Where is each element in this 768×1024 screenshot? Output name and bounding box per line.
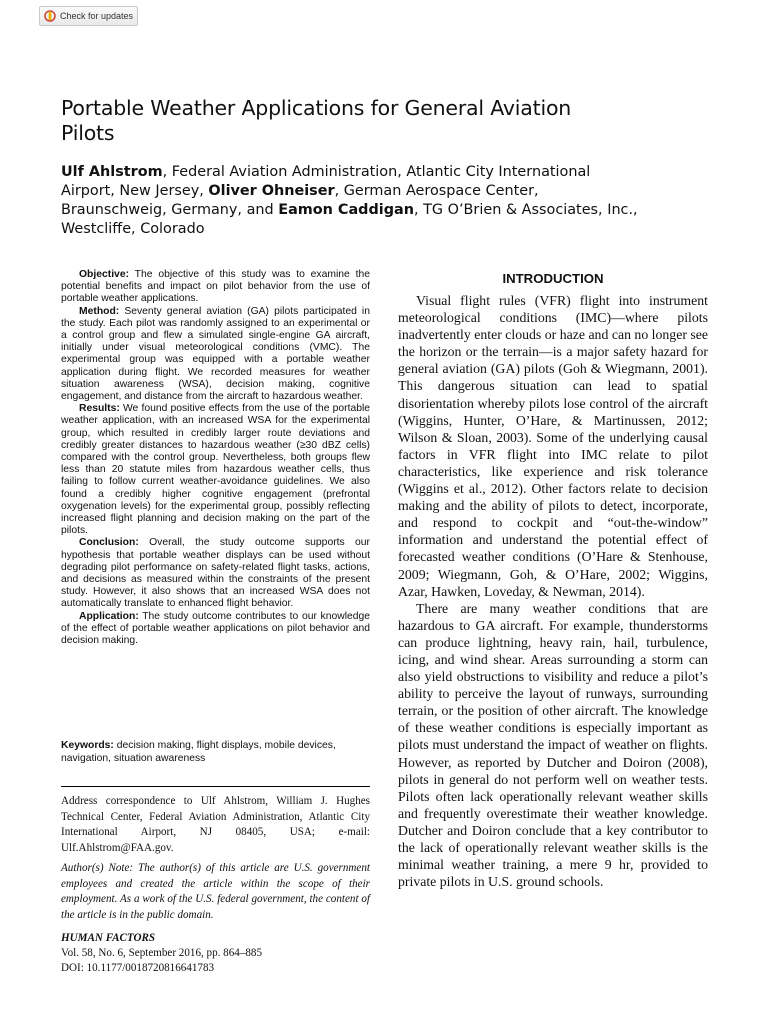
abstract-objective xyxy=(61,269,370,306)
author-name: Oliver Ohneiser xyxy=(208,183,335,199)
introduction-paragraph: Visual flight rules (VFR) flight into instrument meteorological conditions (IMC)—where pilots inadvertently enter clouds or haze and can no longer see the horizon or the terrain—is a major safety hazard for general aviation (GA) pilots (Goh & Wiegmann, 2001). This dangerous situation can lead to spatial disorientation whereby pilots lose control of the aircraft (Wiggins, Hunter, O’Hare, & Martinussen, 2012; Wilson & Sloan, 2003). Some of the underlying causal factors in VFR flight into IMC relate to pilot characteristics, like experience and risk tolerance (Wiggins et al., 2012). Other factors relate to decision making and the ability of pilots to detect, incorporate, and respond to cockpit and “out-the-window” information and understand the potential effect of forecasted weather conditions (O’Hare & Stenhouse, 2009; Wiegmann, Goh, & O’Hare, 2002; Wiggins, Azar, Hawken, Loveday, & Newman, 2014). xyxy=(398,293,708,599)
section-text: The study outcome contributes to our knowledge of the effect of portable weather applications on pilot behavior and decision making. xyxy=(61,610,370,647)
section-text: We found positive effects from the use of the portable weather application, with an increased WSA for the experimental group, which resulted in credibly larger route deviations and credibly greater distances to hazardous weather (≥30 dBZ cells) compared with the control group. Nevertheless, both groups flew less than 20 statute miles from hazardous weather cells, thus failing to follow current weather-avoidance guidelines. We also found a credibly higher cognitive engagement (prefrontal oxygenation levels) for the experimental group, possibly reflecting increased flight planning and decision making on the part of the pilots. xyxy=(61,403,370,537)
article-title: Portable Weather Applications for General Aviation Pilots xyxy=(61,96,572,145)
author-note: Author(s) Note: The author(s) of this article are U.S. government employees and created the article within the scope of their employment. As a work of the U.S. federal government, the content of the article is in the public domain. xyxy=(61,862,370,921)
correspondence-address: Address correspondence to Ulf Ahlstrom, William J. Hughes Technical Center, Federal Aviation Administration, Atlantic City International Airport, NJ 08405, USA; e-mail: Ulf.Ahlstrom@FAA.gov. xyxy=(61,795,370,854)
journal-doi: DOI: 10.1177/0018720816641783 xyxy=(61,962,215,974)
journal-volume: Vol. 58, No. 6, September 2016, pp. 864–885 xyxy=(61,947,263,959)
section-label: Application: xyxy=(79,610,139,622)
section-text: Seventy general aviation (GA) pilots participated in the study. Each pilot was randomly assigned to an experimental or a control group and flew a simulated single-engine GA aircraft, initially under visual meteorological conditions (VMC). The experimental group was equipped with a portable weather application during flight. We recorded measures for weather situation awareness (WSA), decision making, cognitive engagement, and distance from the aircraft to hazardous weather. xyxy=(61,305,370,403)
update-check-icon xyxy=(44,10,56,22)
abstract-results xyxy=(61,403,370,537)
section-label: Method: xyxy=(79,305,120,317)
section-label: Results: xyxy=(79,403,120,415)
introduction-paragraph: There are many weather conditions that are hazardous to GA aircraft. For example, thunderstorms can produce lightning, heavy rain, hail, turbulence, icing, and wind shear. Areas surrounding a storm can also yield obstructions to visibility and reduce a pilot’s ability to perceive the layout of runways, surrounding terrain, or the position of other aircraft. The knowledge of these weather conditions is especially important as pilots must understand the impact of weather on flights. However, as reported by Dutcher and Doiron (2008), pilots in general do not perform well on weather tests. Pilots often lack operationally relevant weather skills and frequently overestimate their weather knowledge. Dutcher and Doiron conclude that a key contributor to the lack of operationally relevant weather skills is the minimal weather training, a mere 9 hr, provided to private pilots in U.S. ground schools. xyxy=(398,600,708,890)
abstract xyxy=(61,269,370,647)
section-label: Objective: xyxy=(79,269,130,280)
keywords xyxy=(61,739,370,765)
keywords-text: decision making, flight displays, mobile devices, navigation, situation awareness xyxy=(61,740,336,764)
abstract-conclusion xyxy=(61,537,370,610)
introduction-body xyxy=(398,292,708,890)
author-name: Eamon Caddigan xyxy=(278,202,414,218)
introduction-heading: INTRODUCTION xyxy=(502,271,604,286)
author-affiliation: , TG O’Brien & Associates, Inc., Westcliffe, Colorado xyxy=(61,202,638,237)
journal-info xyxy=(61,931,370,976)
author-name: Ulf Ahlstrom xyxy=(61,164,163,180)
journal-name: HUMAN FACTORS xyxy=(61,932,156,944)
author-affiliation: , German Aerospace Center, Braunschweig, Germany, and xyxy=(61,183,539,218)
keywords-label: Keywords: xyxy=(61,740,114,751)
section-text: The objective of this study was to examine the potential benefits and impact on pilot behavior from the use of portable weather applications. xyxy=(61,269,370,305)
abstract-application xyxy=(61,611,370,648)
section-text: Overall, the study outcome supports our hypothesis that portable weather displays can be used without degrading pilot performance on safety-related flight tasks, actions, and decisions as measured within the constraints of the present study. However, it also shows that an increased WSA does not automatically translate to enhanced flight behavior. xyxy=(61,537,370,610)
section-label: Conclusion: xyxy=(79,537,139,549)
author-list xyxy=(61,163,641,239)
author-affiliation: , Federal Aviation Administration, Atlantic City International Airport, New Jersey, xyxy=(61,164,591,199)
abstract-method xyxy=(61,306,370,404)
check-for-updates-button[interactable] xyxy=(39,6,138,26)
check-for-updates-label: Check for updates xyxy=(60,11,134,21)
footnote-divider xyxy=(61,786,370,787)
